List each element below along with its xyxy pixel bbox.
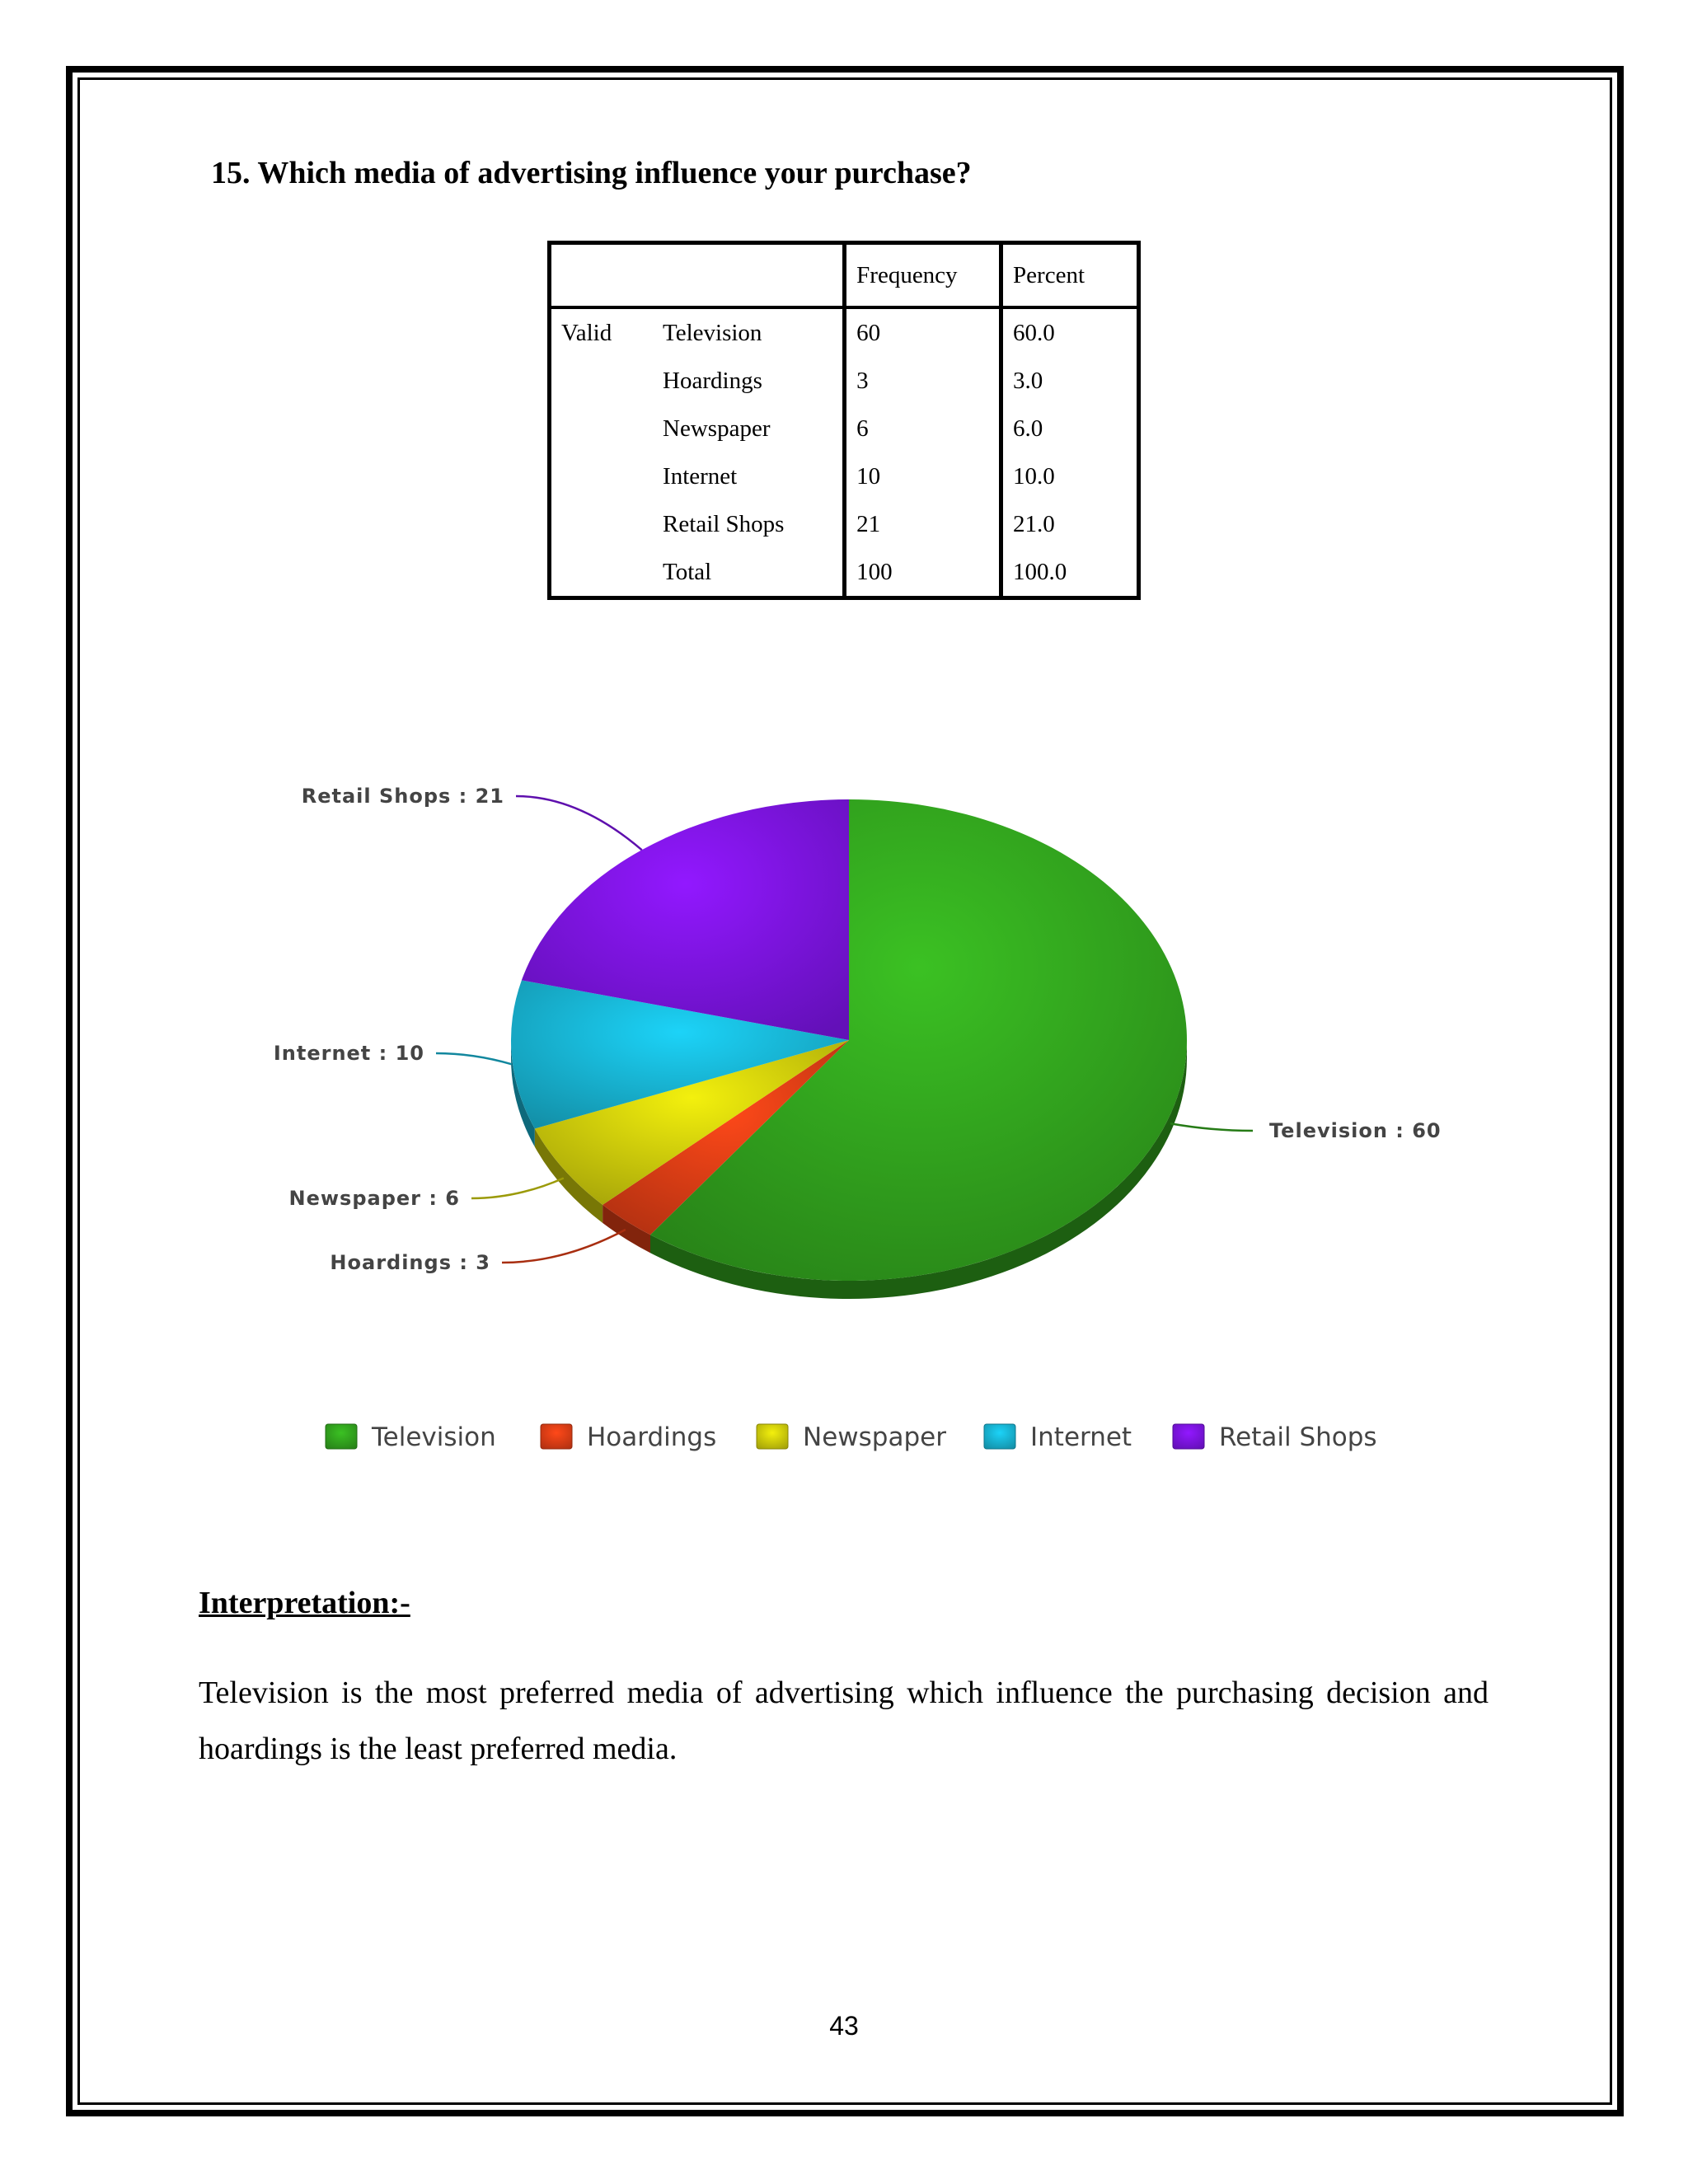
- legend-swatch-television: [326, 1424, 357, 1449]
- interpretation-title: Interpretation:-: [199, 1586, 410, 1620]
- table-row-label: Retail Shops: [663, 510, 785, 537]
- table-row-percent: 100.0: [1001, 548, 1139, 598]
- legend-label-hoardings: Hoardings: [587, 1422, 717, 1452]
- table-group-label: Valid: [550, 307, 654, 357]
- pie-slices: [511, 799, 1187, 1281]
- table-row-label: Newspaper: [663, 415, 771, 442]
- callout-line-television: [1170, 1123, 1253, 1131]
- interpretation-text: Television is the most preferred media of advertising which influence the purchasing decision and hoardings is the least preferred media.: [199, 1675, 1489, 1766]
- question-heading: 15. Which media of advertising influence your purchase?: [211, 156, 972, 190]
- table-row-frequency: 6: [845, 405, 1001, 452]
- table-header-frequency: Frequency: [845, 243, 1001, 308]
- callout-label-newspaper: Newspaper : 6: [288, 1187, 460, 1210]
- callout-line-retail-shops: [516, 796, 642, 850]
- table-row-label: Internet: [663, 462, 738, 490]
- legend-swatch-retail-shops: [1173, 1424, 1204, 1449]
- page-number: 43: [829, 2011, 859, 2041]
- table-row-label: Hoardings: [663, 367, 762, 394]
- callout-label-hoardings: Hoardings : 3: [330, 1251, 490, 1274]
- table-row-percent: 60.0: [1001, 307, 1139, 357]
- callout-line-hoardings: [502, 1230, 626, 1263]
- callout-line-internet: [436, 1053, 512, 1064]
- legend-swatch-internet: [984, 1424, 1015, 1449]
- table-row-frequency: 3: [845, 357, 1001, 405]
- table-row-percent: 6.0: [1001, 405, 1139, 452]
- table-row-label: Total: [653, 548, 845, 598]
- legend-swatch-hoardings: [541, 1424, 572, 1449]
- table-row-frequency: 10: [845, 452, 1001, 500]
- table-row-label: Television: [663, 319, 762, 346]
- table-row-frequency: 100: [845, 548, 1001, 598]
- callout-label-television: Television : 60: [1269, 1119, 1442, 1142]
- table-row-frequency: 21: [845, 500, 1001, 548]
- legend-label-retail-shops: Retail Shops: [1219, 1422, 1377, 1452]
- table-row-frequency: 60: [845, 307, 1001, 357]
- legend-label-television: Television: [372, 1422, 496, 1452]
- table-header-percent: Percent: [1001, 243, 1139, 308]
- callout-label-retail-shops: Retail Shops : 21: [301, 785, 504, 808]
- callout-label-internet: Internet : 10: [273, 1042, 424, 1065]
- legend-label-newspaper: Newspaper: [803, 1422, 946, 1452]
- table-row-percent: 21.0: [1001, 500, 1139, 548]
- table-row-percent: 10.0: [1001, 452, 1139, 500]
- table-row-percent: 3.0: [1001, 357, 1139, 405]
- callout-line-newspaper: [471, 1178, 564, 1198]
- legend-swatch-newspaper: [757, 1424, 788, 1449]
- legend-label-internet: Internet: [1030, 1422, 1132, 1452]
- pie-legend: [326, 1422, 1377, 1452]
